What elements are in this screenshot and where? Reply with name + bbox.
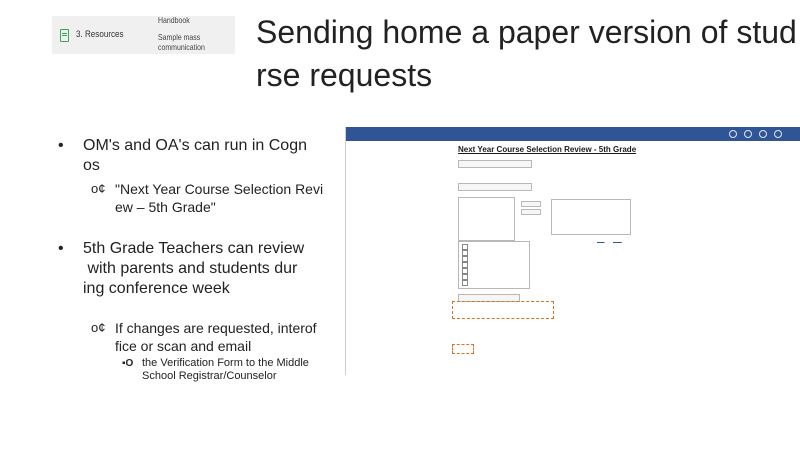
- user-icon: [759, 130, 767, 138]
- finish-button[interactable]: [452, 344, 474, 354]
- bullet-item: [58, 239, 304, 299]
- sub-bullet-item: [91, 180, 323, 216]
- slide-title-line: Sending home a paper version of stud: [256, 14, 797, 50]
- resource-sub-item: Handbook: [158, 15, 190, 25]
- sub-bullet-text: If changes are requested, interof fice or scan and email: [115, 320, 317, 354]
- insert-button[interactable]: [521, 201, 541, 207]
- slide-title: [256, 11, 800, 97]
- school-dropdown[interactable]: [458, 160, 532, 168]
- help-icon: [774, 130, 782, 138]
- school-year-dropdown[interactable]: [458, 183, 532, 191]
- sub-bullet-marker: o¢: [91, 320, 106, 335]
- sub-bullet-item: [91, 319, 317, 355]
- notification-icon: [744, 130, 752, 138]
- required-field-box[interactable]: [452, 301, 554, 319]
- sub-bullet-text: "Next Year Course Selection Revi ew – 5th Grade": [115, 181, 324, 215]
- resource-sub-item: Sample mass: [158, 32, 201, 42]
- resource-label: 3. Resources: [76, 29, 124, 40]
- bullet-item: [58, 136, 307, 176]
- deselect-all-link[interactable]: [613, 237, 622, 242]
- sub-sub-bullet-text: the Verification Form to the Middle School Registrar/Counselor: [142, 357, 309, 382]
- choices-listbox[interactable]: [551, 199, 631, 235]
- sub-sub-bullet-item: [122, 357, 309, 383]
- bullet-text: OM's and OA's can run in Cogn os: [83, 137, 307, 174]
- report-top-bar: [346, 127, 800, 141]
- bullet-marker: •: [58, 240, 64, 257]
- bullet-text: 5th Grade Teachers can review with parents and students dur ing conference week: [83, 240, 305, 297]
- sub-bullet-marker: o¢: [91, 181, 106, 196]
- bullet-marker: •: [58, 137, 64, 154]
- resource-thumbnail[interactable]: [52, 16, 235, 54]
- teacher-checkbox[interactable]: [462, 280, 470, 286]
- slide-title-line: rse requests: [256, 57, 433, 93]
- select-all-link[interactable]: [597, 237, 605, 242]
- document-icon: [60, 29, 69, 42]
- share-icon: [729, 130, 737, 138]
- embedded-report-screenshot: [345, 127, 800, 375]
- enrolled-listbox[interactable]: [458, 197, 515, 241]
- sub-sub-bullet-marker: ▪O: [122, 358, 134, 369]
- report-heading: Next Year Course Selection Review - 5th Grade: [458, 145, 637, 154]
- resource-sub-item: communication: [158, 42, 205, 52]
- remove-button[interactable]: [521, 209, 541, 215]
